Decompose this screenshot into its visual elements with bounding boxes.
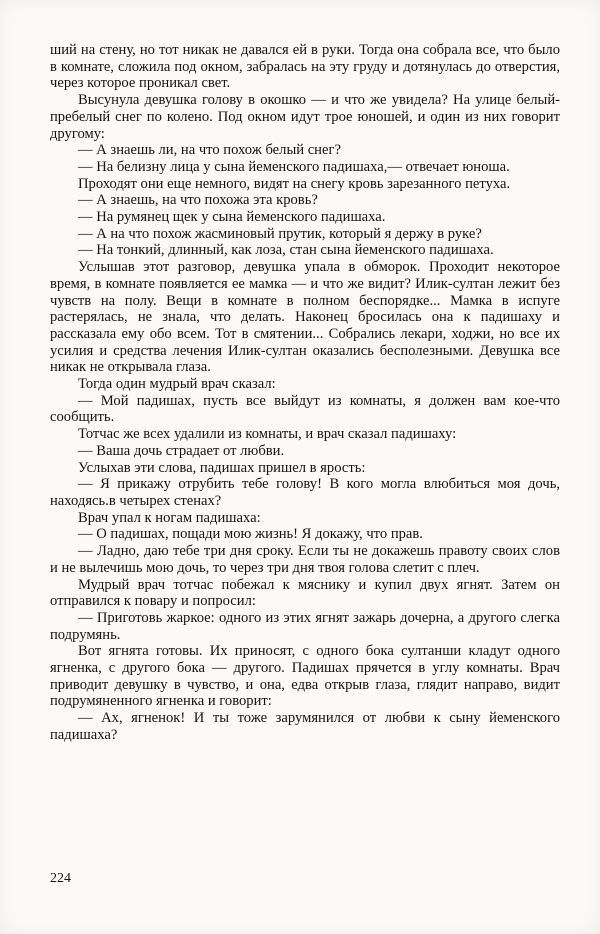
- paragraph: ший на стену, но тот никак не давался ей в руки. Тогда она собрала все, что было в комнате, сложила под окном, забралась на эту груду и дотянулась до отверстия, через которое проникал свет.: [50, 42, 560, 92]
- paragraph: — На румянец щек у сына йеменского падишаха.: [78, 209, 386, 226]
- paragraph: Проходят они еще немного, видят на снегу кровь зарезанного петуха.: [78, 175, 511, 192]
- paragraph: — На белизну лица у сына йеменского падишаха,— отвечает юноша.: [78, 158, 510, 175]
- paragraph: — А на что похож жасминовый прутик, который я держу в руке?: [78, 225, 482, 242]
- paragraph: Вот ягнята готовы. Их приносят, с одного бока султанши кладут одного ягненка, с другого бока — другого. Падишах прячется в углу комнаты. Врач приводит девушку в чувство, и она, едва открыв глаза, глядит направо, видит подрумяненного ягненка и говорит:: [50, 643, 560, 710]
- paragraph: Тотчас же всех удалили из комнаты, и врач сказал падишаху:: [78, 426, 457, 443]
- paragraph: Высунула девушка голову в окошко — и что же увидела? На улице белый-пребелый снег по колено. Под окном идут трое юношей, и один из них говорит другому:: [50, 92, 560, 142]
- paragraph: — Приготовь жаркое: одного из этих ягнят зажарь дочерна, а другого слегка подрумянь.: [50, 609, 560, 643]
- paragraph: — Ваша дочь страдает от любви.: [78, 442, 285, 459]
- page-number: 224: [50, 871, 71, 886]
- paragraph: — Я прикажу отрубить тебе голову! В кого могла влюбиться моя дочь, находясь.в четырех стенах?: [50, 476, 560, 509]
- paragraph: — Мой падишах, пусть все выйдут из комнаты, я должен вам кое-что сообщить.: [50, 392, 560, 426]
- paragraph: — Ладно, даю тебе три дня сроку. Если ты не докажешь правоту своих слов и не вылечишь мою дочь, то через три дня твоя голова слетит с плеч.: [50, 543, 560, 576]
- paragraph: Услышав этот разговор, девушка упала в обморок. Проходит некоторое время, в комнате появляется ее мамка — и что же видит? Илик-султан лежит без чувств на полу. Вещи в комнате в полном беспорядке... Мамка в испуге растерялась, не знала, что делать. Наконец бросилась она к падишаху и рассказала ему обо всем. Тот в смятении... Собрались лекари, ходжи, но все их усилия и средства лечения Илик-султан оказались бесполезными. Девушка все никак не открывала глаза.: [50, 259, 560, 376]
- page-text: [50, 42, 560, 744]
- paragraph: — Ах, ягненок! И ты тоже зарумянился от любви к сыну йеменского падишаха?: [50, 710, 560, 743]
- paragraph: Мудрый врач тотчас побежал к мяснику и купил двух ягнят. Затем он отправился к повару и попросил:: [50, 576, 560, 610]
- paragraph: — А знаешь ли, на что похож белый снег?: [78, 142, 341, 159]
- paragraph: — А знаешь, на что похожа эта кровь?: [78, 192, 318, 209]
- paragraph: Тогда один мудрый врач сказал:: [78, 376, 276, 393]
- paragraph: Услыхав эти слова, падишах пришел в ярость:: [78, 459, 366, 476]
- paragraph: — На тонкий, длинный, как лоза, стан сына йеменского падишаха.: [78, 242, 494, 259]
- paragraph: — О падишах, пощади мою жизнь! Я докажу, что прав.: [78, 526, 423, 543]
- paragraph: Врач упал к ногам падишаха:: [78, 509, 261, 526]
